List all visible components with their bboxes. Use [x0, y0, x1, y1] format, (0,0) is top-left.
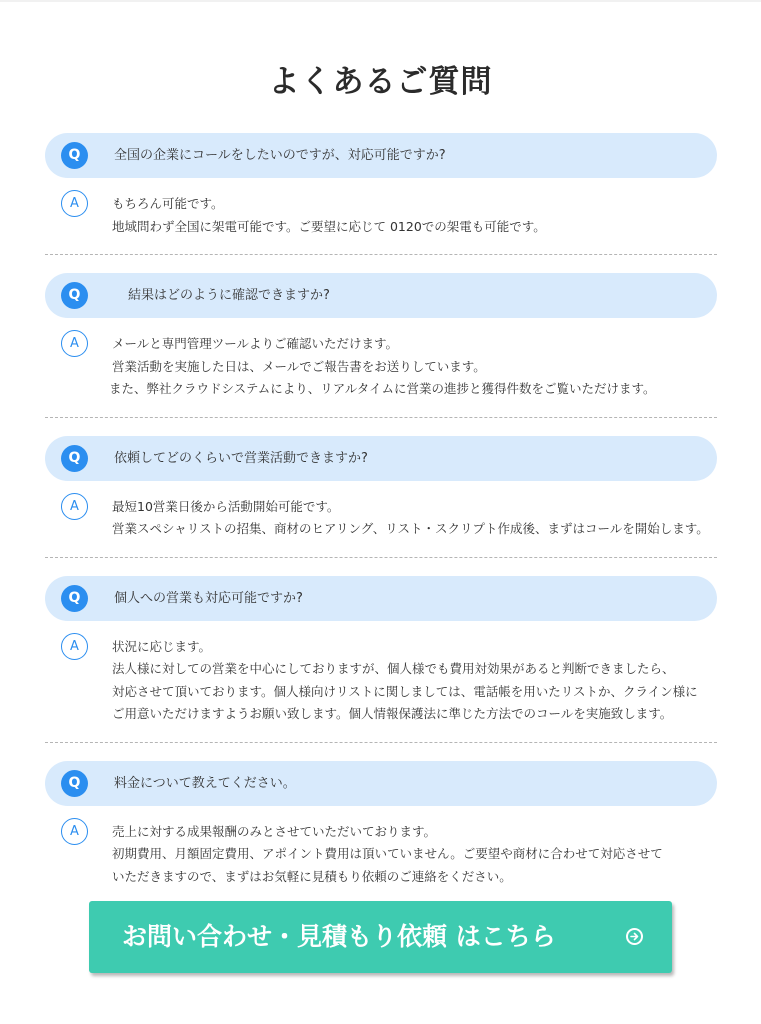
answer-line: 営業活動を実施した日は、メールでご報告書をお送りしています。 — [112, 358, 486, 374]
answer-line: 営業スペシャリストの招集、商材のヒアリング、リスト・スクリプト作成後、まずはコールを開始します。 — [112, 521, 709, 536]
faq-question[interactable] — [45, 273, 717, 318]
answer-line: 売上に対する成果報酬のみとさせていただいております。 — [112, 823, 437, 839]
top-border — [0, 0, 761, 2]
question-badge: Q — [61, 142, 88, 169]
answer-line: 初期費用、月額固定費用、アポイント費用は頂いていません。ご要望や商材に合わせて対応させて — [112, 846, 663, 861]
answer-badge: A — [61, 633, 88, 660]
answer-badge: A — [61, 190, 88, 217]
answer-text — [112, 636, 717, 726]
question-text: 個人への営業も対応可能ですか? — [114, 590, 303, 606]
divider — [45, 254, 717, 255]
faq-item — [45, 576, 717, 743]
answer-line: いただきますので、まずはお気軽に見積もり依頼のご連絡をください。 — [112, 868, 512, 884]
faq-question[interactable] — [45, 133, 717, 178]
faq-question[interactable] — [45, 436, 717, 481]
answer-text — [112, 193, 717, 238]
question-badge: Q — [61, 585, 88, 612]
answer-line: もちろん可能です。 — [112, 196, 224, 211]
answer-line: 状況に応じます。 — [112, 638, 212, 654]
answer-line: 地域問わず全国に架電可能です。ご要望に応じて 0120での架電も可能です。 — [112, 218, 546, 234]
page-title: よくあるご質問 — [268, 64, 493, 100]
answer-text — [109, 333, 717, 401]
faq-item — [45, 133, 717, 255]
answer-badge: A — [61, 818, 88, 845]
answer-line: 法人様に対しての営業を中心にしておりますが、個人様でも費用対効果があると判断できましたら、 — [112, 661, 675, 676]
faq-answer — [45, 481, 717, 557]
faq-question[interactable] — [45, 576, 717, 621]
faq-item — [45, 761, 717, 905]
contact-button-label: お問い合わせ・見積もり依頼 はこちら — [122, 922, 556, 951]
answer-text — [112, 821, 717, 889]
question-badge: Q — [61, 282, 88, 309]
divider — [45, 742, 717, 743]
question-text: 結果はどのように確認できますか? — [128, 288, 330, 303]
contact-estimate-button[interactable] — [89, 901, 672, 973]
question-text: 料金について教えてください。 — [114, 775, 296, 791]
faq-answer — [45, 621, 717, 742]
answer-line: また、弊社クラウドシステムにより、リアルタイムに営業の進捗と獲得件数をご覧いただけます。 — [109, 381, 656, 396]
answer-text — [112, 496, 717, 541]
question-badge: Q — [61, 445, 88, 472]
answer-line: 対応させて頂いております。個人様向けリストに関しましては、電話帳を用いたリストか、クライン様に — [112, 683, 698, 699]
divider — [45, 557, 717, 558]
faq-answer — [45, 318, 717, 417]
question-text: 依頼してどのくらいで営業活動できますか? — [114, 450, 368, 466]
answer-badge: A — [61, 330, 88, 357]
faq-question[interactable] — [45, 761, 717, 806]
answer-badge: A — [61, 493, 88, 520]
faq-list — [45, 133, 717, 904]
divider — [45, 417, 717, 418]
faq-answer — [45, 806, 717, 905]
answer-line: メールと専門管理ツールよりご確認いただけます。 — [112, 336, 399, 351]
question-badge: Q — [61, 770, 88, 797]
faq-item — [45, 436, 717, 558]
arrow-right-circle-icon — [626, 928, 643, 945]
answer-line: ご用意いただけますようお願い致します。個人情報保護法に準じた方法でのコールを実施致します。 — [112, 706, 673, 721]
question-text: 全国の企業にコールをしたいのですが、対応可能ですか? — [114, 148, 446, 163]
faq-item — [45, 273, 717, 418]
answer-line: 最短10営業日後から活動開始可能です。 — [112, 498, 340, 514]
faq-answer — [45, 178, 717, 254]
